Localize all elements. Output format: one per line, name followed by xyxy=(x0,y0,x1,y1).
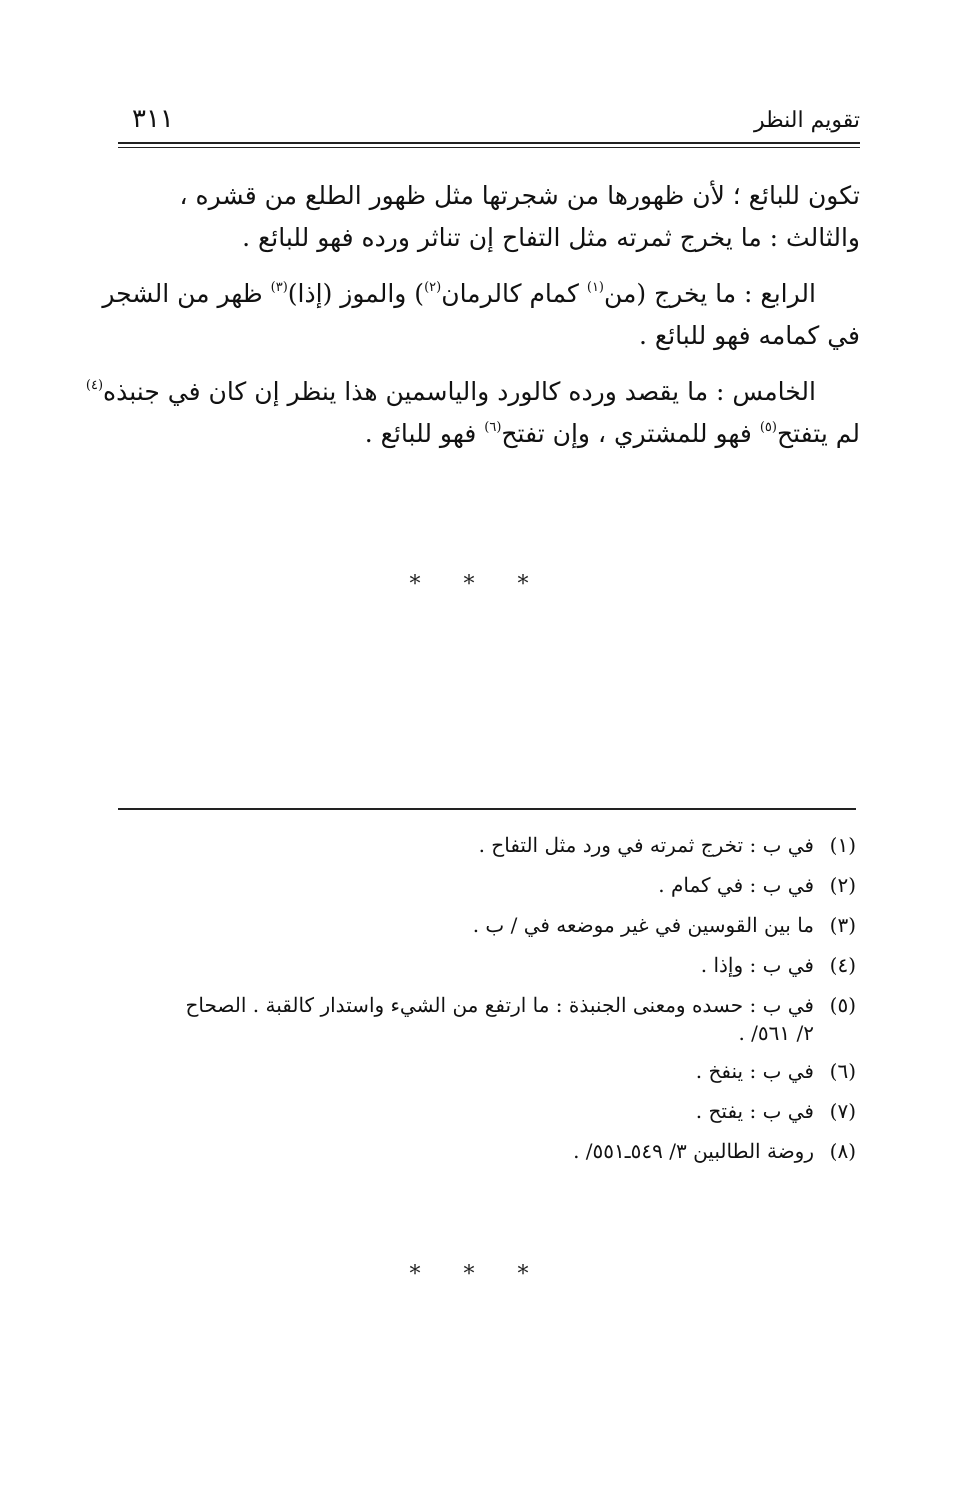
paragraph-gap xyxy=(110,357,860,371)
footnote-number: (٥) xyxy=(829,993,856,1017)
running-title: تقويم النظر xyxy=(753,108,860,133)
footnote-ref[interactable]: (٦) xyxy=(484,419,502,435)
footnote-number: (١) xyxy=(829,833,856,857)
footnote-item xyxy=(110,1051,856,1091)
text-run: الرابع : ما يخرج (من xyxy=(604,279,816,308)
footnote-ref[interactable]: (٥) xyxy=(759,419,777,435)
footnote-ref[interactable]: (١) xyxy=(586,279,604,295)
section-separator: * * * xyxy=(409,1262,547,1287)
footnotes xyxy=(110,825,856,1171)
footnote-number: (٤) xyxy=(829,953,856,977)
page-header xyxy=(118,100,860,140)
text-run: ) والموز (إذا) xyxy=(287,279,425,308)
footnote-continuation: ٢/ ٥٦١/ . xyxy=(738,1021,814,1045)
footnote-item xyxy=(110,1091,856,1131)
footnote-item xyxy=(110,905,856,945)
footnote-item xyxy=(110,825,856,865)
footnote-item xyxy=(110,945,856,985)
text-run: فهو للبائع . xyxy=(364,419,485,448)
footnote-item xyxy=(110,985,856,1025)
footnote-text: في ب : تخرج ثمرته في ورد مثل التفاح . xyxy=(478,833,814,857)
text-run: لم يتفتح xyxy=(776,419,860,448)
footnote-number: (٧) xyxy=(829,1099,856,1123)
page-number: ٣١١ xyxy=(132,104,174,134)
text-line: والثالث : ما يخرج ثمرته مثل التفاح إن تناثر ورده فهو للبائع . xyxy=(242,223,860,252)
footnote-text: في ب : ينفخ . xyxy=(695,1059,814,1083)
text-line: في كمامه فهو للبائع . xyxy=(639,321,860,350)
main-text xyxy=(85,175,860,455)
text-line: تكون للبائع ؛ لأن ظهورها من شجرتها مثل ظهور الطلع من قشره ، xyxy=(179,181,860,210)
footnote-text: في ب : وإذا . xyxy=(700,953,814,977)
footnote-text: في ب : يفتح . xyxy=(695,1099,814,1123)
footnote-item xyxy=(110,1131,856,1171)
footnote-ref[interactable]: (٢) xyxy=(424,279,442,295)
text-run: ظهر من الشجر xyxy=(102,279,271,308)
text-run: فهو للمشتري ، وإن تفتح xyxy=(501,419,760,448)
text-run: كمام كالرمان xyxy=(441,279,587,308)
text-run: الخامس : ما يقصد ورده كالورد والياسمين هذا ينظر إن كان في جنبذه xyxy=(103,377,816,406)
section-separator: * * * xyxy=(409,572,547,597)
footnote-text: روضة الطالبين ٣/ ٥٤٩ـ٥٥١/ . xyxy=(573,1139,814,1163)
paragraph-gap xyxy=(110,259,860,273)
footnote-text: في ب : حسده ومعنى الجنبذة : ما ارتفع من الشيء واستدار كالقبة . الصحاح xyxy=(185,993,814,1017)
text-line xyxy=(102,273,860,315)
footnote-number: (٨) xyxy=(829,1139,856,1163)
footnote-ref[interactable]: (٣) xyxy=(270,279,288,295)
text-line xyxy=(110,413,860,455)
footnote-number: (٦) xyxy=(829,1059,856,1083)
footnote-text: ما بين القوسين في غير موضعه في / ب . xyxy=(472,913,814,937)
footnote-number: (٣) xyxy=(829,913,856,937)
header-rule-thin xyxy=(118,147,860,148)
text-line xyxy=(85,371,860,413)
footnote-number: (٢) xyxy=(829,873,856,897)
footnote-text: في ب : في كمام . xyxy=(658,873,814,897)
footnote-ref[interactable]: (٤) xyxy=(85,377,104,393)
footnote-item xyxy=(110,865,856,905)
footnote-rule xyxy=(118,808,856,810)
header-rule-thick xyxy=(118,142,860,144)
